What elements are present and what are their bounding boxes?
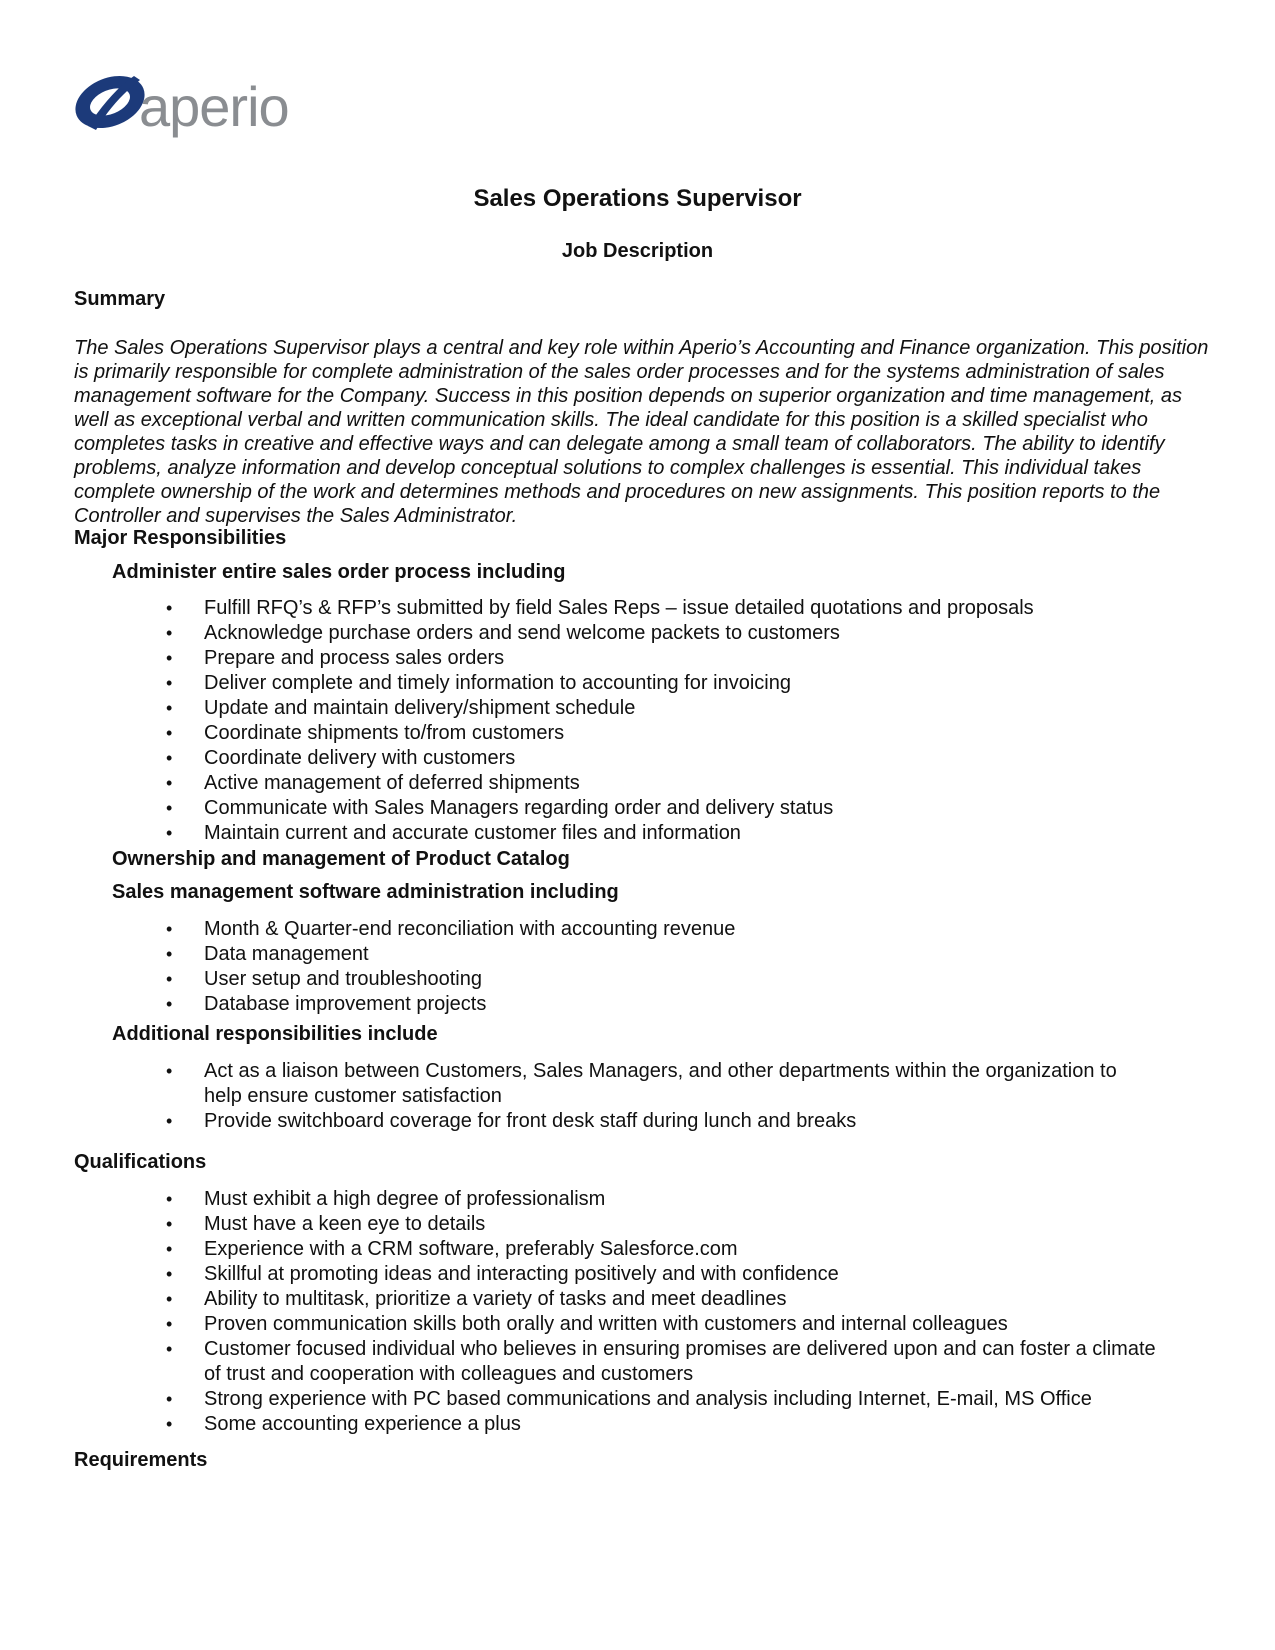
aperio-logo [72,66,292,166]
document-subtitle: Job Description [561,240,714,262]
list-item: • Act as a liaison between Customers, Sales Managers, and other departments within the organization to help ensure customer satisfaction [166,1059,1126,1109]
list-item: • Communicate with Sales Managers regarding order and delivery status [166,796,1206,821]
qualifications-list [166,1187,1166,1437]
list-item: • Coordinate shipments to/from customers [166,721,1206,746]
document-title: Sales Operations Supervisor [473,185,802,212]
list-item: • Provide switchboard coverage for front desk staff during lunch and breaks [166,1109,1126,1134]
product-catalog-heading: Ownership and management of Product Catalog [112,848,570,870]
list-item: • Must exhibit a high degree of professionalism [166,1187,1166,1212]
list-item: • Experience with a CRM software, preferably Salesforce.com [166,1237,1166,1262]
software-admin-list [166,917,1206,1017]
list-item: • Database improvement projects [166,992,1206,1017]
software-admin-heading: Sales management software administration including [112,881,619,903]
list-item: • Acknowledge purchase orders and send welcome packets to customers [166,621,1206,646]
list-item: • Fulfill RFQ’s & RFP’s submitted by field Sales Reps – issue detailed quotations and proposals [166,596,1206,621]
additional-responsibilities-list [166,1059,1126,1134]
sales-order-list [166,596,1206,846]
list-item: • Deliver complete and timely information to accounting for invoicing [166,671,1206,696]
list-item: • Proven communication skills both orally and written with customers and internal colleagues [166,1312,1166,1337]
summary-heading: Summary [74,288,166,310]
list-item: • Month & Quarter-end reconciliation with accounting revenue [166,917,1206,942]
list-item: • Customer focused individual who believes in ensuring promises are delivered upon and can foster a climate of trust and cooperation with colleagues and customers [166,1337,1166,1387]
list-item: • Some accounting experience a plus [166,1412,1166,1437]
list-item: • Data management [166,942,1206,967]
additional-responsibilities-heading: Additional responsibilities include [112,1023,438,1045]
list-item: • Must have a keen eye to details [166,1212,1166,1237]
list-item: • Update and maintain delivery/shipment schedule [166,696,1206,721]
list-item: • Active management of deferred shipments [166,771,1206,796]
sales-order-heading: Administer entire sales order process including [112,561,566,583]
list-item: • Prepare and process sales orders [166,646,1206,671]
list-item: • Strong experience with PC based communications and analysis including Internet, E-mail, MS Office [166,1387,1166,1412]
list-item: • Maintain current and accurate customer files and information [166,821,1206,846]
list-item: • Ability to multitask, prioritize a variety of tasks and meet deadlines [166,1287,1166,1312]
major-responsibilities-heading: Major Responsibilities [74,527,287,549]
summary-text: The Sales Operations Supervisor plays a central and key role within Aperio’s Accounting and Finance organization. This position is primarily responsible for complete administration of the sales order processes and for the systems administration of sales management software for the Company. Success in this position depends on superior organization and time management, as well as exceptional verbal and written communication skills. The ideal candidate for this position is a skilled specialist who completes tasks in creative and effective ways and can delegate among a small team of collaborators. The ability to identify problems, analyze information and develop conceptual solutions to complex challenges is essential. This individual takes complete ownership of the work and determines methods and procedures on new assignments. This position reports to the Controller and supervises the Sales Administrator. [74,337,1209,527]
list-item: • User setup and troubleshooting [166,967,1206,992]
requirements-heading: Requirements [74,1449,208,1471]
list-item: • Coordinate delivery with customers [166,746,1206,771]
qualifications-heading: Qualifications [74,1151,207,1173]
list-item: • Skillful at promoting ideas and interacting positively and with confidence [166,1262,1166,1287]
logo-wordmark: aperio [139,75,289,138]
